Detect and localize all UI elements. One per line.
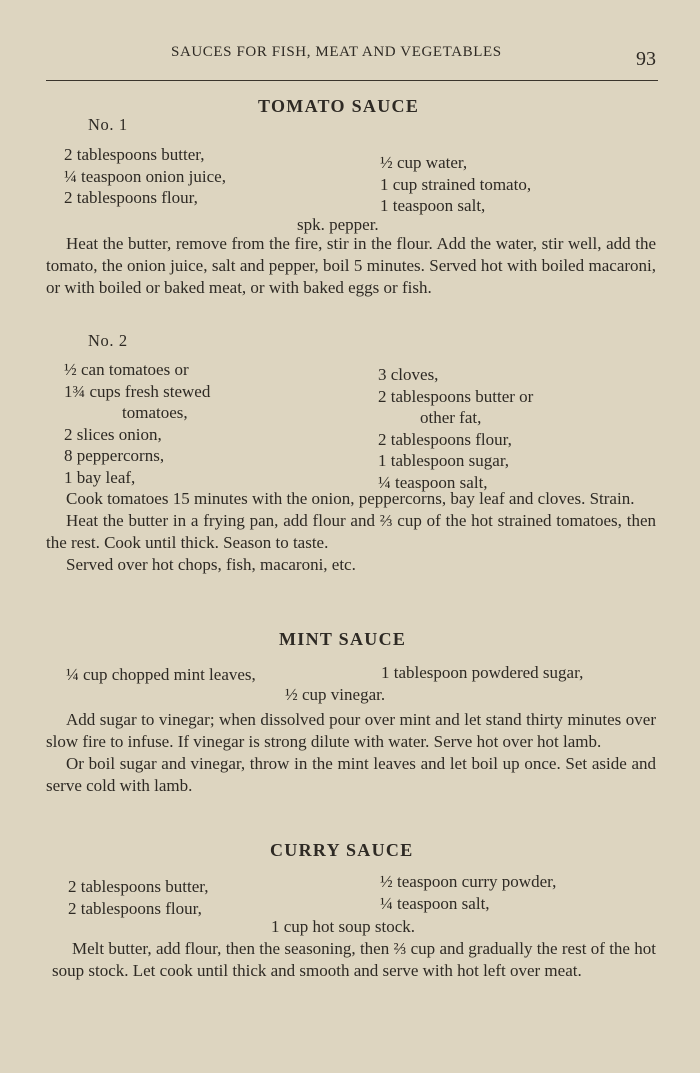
tomato-no2-label: No. 2 — [88, 331, 128, 350]
curry-left-ingredients — [68, 876, 209, 919]
tomato-no1-method — [46, 233, 656, 299]
ingredient: 2 tablespoons flour, — [378, 429, 512, 449]
mint-left-ingredient: ¼ cup chopped mint leaves, — [66, 665, 256, 684]
mint-center-ingredient: ½ cup vinegar. — [285, 685, 386, 704]
curry-center-ingredient: 1 cup hot soup stock. — [271, 917, 416, 936]
ingredient: 2 tablespoons flour, — [68, 898, 202, 918]
tomato-no1-center-ingredient: spk. pepper. — [297, 215, 379, 234]
tomato-no1-label: No. 1 — [88, 115, 128, 134]
ingredient: 1 bay leaf, — [64, 467, 136, 487]
paragraph: Served over hot chops, fish, macaroni, etc. — [66, 555, 356, 574]
ingredient: 2 tablespoons butter, — [64, 145, 205, 164]
ingredient: 1 teaspoon salt, — [380, 196, 486, 215]
running-head: SAUCES FOR FISH, MEAT AND VEGETABLES — [171, 44, 502, 60]
curry-right-ingredients — [380, 871, 556, 914]
ingredient: 8 peppercorns, — [64, 446, 165, 465]
ingredient: 3 cloves, — [378, 365, 439, 384]
ingredient: ½ teaspoon curry powder, — [380, 872, 557, 891]
tomato-sauce-title: TOMATO SAUCE — [258, 96, 420, 116]
ingredient: ¼ teaspoon salt, — [378, 472, 488, 492]
ingredient: 1 cup strained tomato, — [380, 174, 532, 194]
ingredient: tomatoes, — [122, 403, 188, 422]
ingredient: 2 slices onion, — [64, 424, 162, 444]
tomato-no1-right-ingredients — [380, 152, 531, 217]
ingredient: other fat, — [420, 408, 482, 427]
paragraph: Add sugar to vinegar; when dissolved pour over mint and let stand thirty minutes over slow fire to infuse. If vinegar is strong dilute with water. Serve hot over hot lamb. — [46, 710, 656, 751]
page-header — [46, 40, 658, 81]
mint-right-ingredient: 1 tablespoon powdered sugar, — [381, 663, 584, 682]
mint-sauce-title: MINT SAUCE — [279, 629, 407, 649]
ingredient: 2 tablespoons butter, — [68, 877, 209, 896]
ingredient: ¼ teaspoon onion juice, — [64, 166, 226, 186]
ingredient: ½ cup water, — [380, 153, 468, 172]
tomato-no2-right-ingredients — [378, 364, 533, 493]
paragraph: Heat the butter, remove from the fire, stir in the flour. Add the water, stir well, add the tomato, the onion juice, salt and pepper, boil 5 minutes. Served hot with boiled macaroni, or with boiled or baked meat, or with baked eggs or fish. — [46, 234, 656, 297]
tomato-no2-method — [46, 488, 656, 576]
ingredient: 1 tablespoon sugar, — [378, 451, 510, 470]
page-number: 93 — [636, 48, 656, 70]
ingredient: 2 tablespoons butter or — [378, 386, 534, 406]
ingredient: 2 tablespoons flour, — [64, 188, 198, 207]
paragraph: Heat the butter in a frying pan, add flour and ⅔ cup of the hot strained tomatoes, then the rest. Cook until thick. Season to taste. — [46, 511, 656, 552]
paragraph: Cook tomatoes 15 minutes with the onion, peppercorns, bay leaf and cloves. Strain. — [66, 489, 635, 508]
curry-sauce-title: CURRY SAUCE — [270, 840, 414, 860]
ingredient: 1¾ cups fresh stewed — [64, 381, 211, 401]
ingredient: ½ can tomatoes or — [64, 360, 189, 379]
curry-method — [52, 938, 656, 982]
tomato-no2-left-ingredients — [64, 359, 210, 488]
paragraph: Melt butter, add flour, then the seasoning, then ⅔ cup and gradually the rest of the hot soup stock. Let cook until thick and smooth and serve with hot left over meat. — [52, 939, 656, 980]
paragraph: Or boil sugar and vinegar, throw in the mint leaves and let boil up once. Set aside and serve cold with lamb. — [46, 754, 656, 795]
ingredient: ¼ teaspoon salt, — [380, 893, 490, 913]
tomato-no1-left-ingredients — [64, 144, 226, 209]
mint-method — [46, 709, 656, 797]
